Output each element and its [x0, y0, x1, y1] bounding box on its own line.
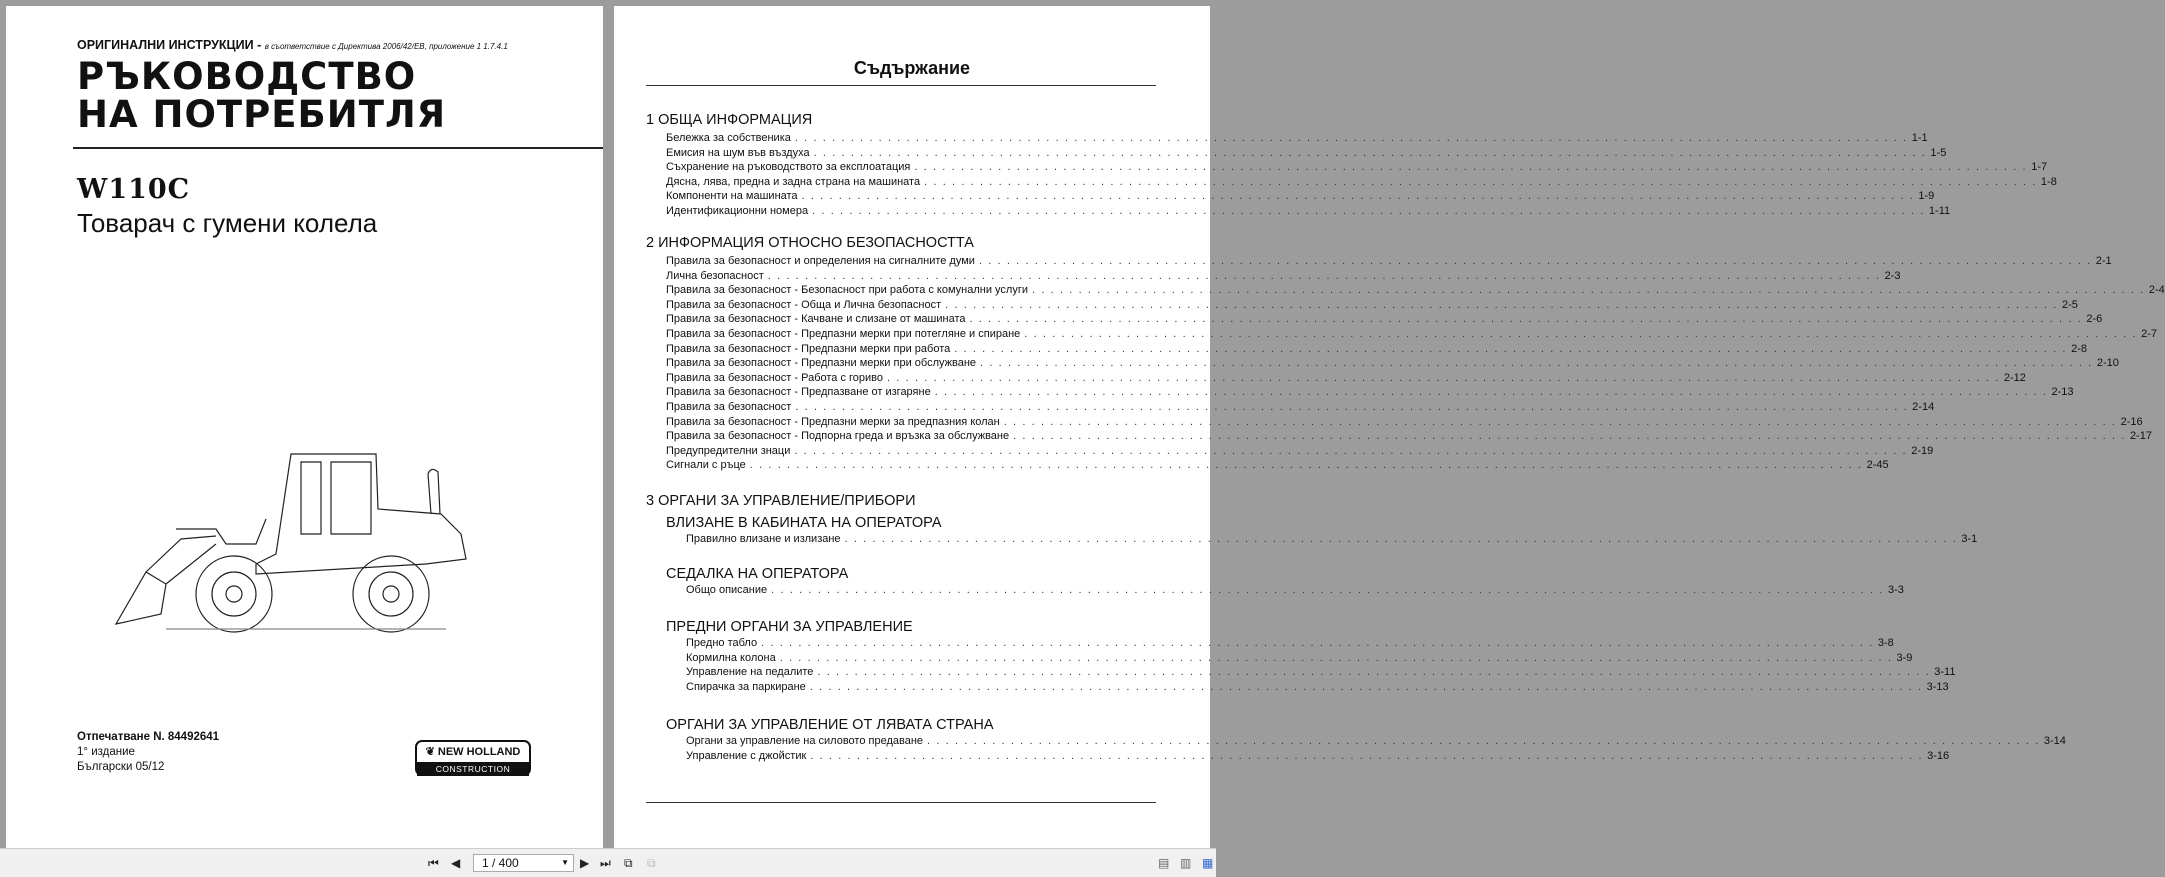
toc-entry-label: Правила за безопасност - Предпазни мерки при работа: [666, 342, 951, 355]
extract-page-icon[interactable]: ⧉: [624, 856, 633, 870]
two-page-view-icon[interactable]: ▦: [1202, 856, 1214, 870]
toc-entry-page: 3-1: [1961, 533, 1978, 545]
toc-entry-page: 1-5: [1930, 146, 1947, 159]
page-number-input[interactable]: [473, 854, 574, 872]
toc-section-heading: 1 ОБЩА ИНФОРМАЦИЯ: [646, 112, 813, 128]
toc-entry[interactable]: [666, 160, 2048, 175]
toc-entry-page: 3-13: [1926, 680, 1949, 693]
toc-entry-page: 2-16: [2120, 415, 2143, 428]
cover-page: [6, 6, 603, 848]
page-display: 1 / 400: [482, 856, 519, 870]
toc-subsection-heading: ВЛИЗАНЕ В КАБИНАТА НА ОПЕРАТОРА: [666, 515, 942, 531]
toc-entry[interactable]: [686, 734, 2066, 749]
toc-entry-page: 2-14: [1912, 401, 1935, 413]
toc-page: [614, 6, 2165, 848]
toc-entry-label: Правила за безопасност - Качване и слизане от машината: [666, 313, 966, 326]
new-holland-logo: [415, 740, 531, 776]
toc-top-rule: [646, 85, 1156, 86]
toc-entry-page: 3-14: [2043, 735, 2066, 747]
language-date: Български 05/12: [77, 761, 165, 773]
dot-leader: . . . . . . . . . . . . . . . . . . . . . . . . . . . . . . . . . . . . . . . . . . . . . . . . . . . . . . . . . . . . . . . . . . . . . . . . . . . . . . . . . . . . . . . . . . . . . . . . . . . . . . . . . . . . . . . . . . . . . . . .: [795, 401, 1909, 413]
toc-entry[interactable]: [686, 651, 1913, 666]
dot-leader: . . . . . . . . . . . . . . . . . . . . . . . . . . . . . . . . . . . . . . . . . . . . . . . . . . . . . . . . . . . . . . . . . . . . . . . . . . . . . . . . . . . . . . . . . . . . . . . . . . . . . . . . . . . . . . . . . . . . . . . .: [794, 444, 1908, 457]
dot-leader: . . . . . . . . . . . . . . . . . . . . . . . . . . . . . . . . . . . . . . . . . . . . . . . . . . . . . . . . . . . . . . . . . . . . . . . . . . . . . . . . . . . . . . . . . . . . . . . . . . . . . . . . . . . . . . . . . . . . . . . .: [801, 190, 1915, 203]
toc-entry[interactable]: [666, 371, 2026, 386]
toc-entry-label: Правила за безопасност: [666, 401, 792, 413]
dot-leader: . . . . . . . . . . . . . . . . . . . . . . . . . . . . . . . . . . . . . . . . . . . . . . . . . . . . . . . . . . . . . . . . . . . . . . . . . . . . . . . . . . . . . . . . . . . . . . . . . . . . . . . . . . . . . . . . . . . . . . . .: [1003, 415, 2117, 428]
toc-entry[interactable]: [686, 636, 1894, 651]
cover-header: [77, 38, 508, 52]
toc-entry-label: Дясна, лява, предна и задна страна на машината: [666, 175, 921, 188]
dot-leader: . . . . . . . . . . . . . . . . . . . . . . . . . . . . . . . . . . . . . . . . . . . . . . . . . . . . . . . . . . . . . . . . . . . . . . . . . . . . . . . . . . . . . . . . . . . . . . . . . . . . . . . . . . . . . . . . . . . . . . . .: [810, 749, 1924, 762]
toc-entry[interactable]: [686, 749, 1950, 764]
dot-leader: . . . . . . . . . . . . . . . . . . . . . . . . . . . . . . . . . . . . . . . . . . . . . . . . . . . . . . . . . . . . . . . . . . . . . . . . . . . . . . . . . . . . . . . . . . . . . . . . . . . . . . . . . . . . . . . . . . . . . . . .: [980, 357, 2093, 370]
toc-entry[interactable]: [666, 356, 2119, 371]
toc-entry[interactable]: [666, 458, 1889, 473]
toc-entry[interactable]: [666, 415, 2143, 430]
toc-entry-label: Предупредителни знаци: [666, 444, 791, 457]
title-line-1: РЪКОВОДСТВО: [77, 55, 417, 98]
toc-entry-label: Съхранение на ръководството за експлоатация: [666, 161, 911, 174]
toc-bottom-rule: [646, 802, 1156, 803]
toc-entry-page: 2-45: [1866, 459, 1889, 472]
print-info: [77, 730, 219, 775]
toc-entry-page: 3-11: [1934, 666, 1956, 679]
dot-leader: . . . . . . . . . . . . . . . . . . . . . . . . . . . . . . . . . . . . . . . . . . . . . . . . . . . . . . . . . . . . . . . . . . . . . . . . . . . . . . . . . . . . . . . . . . . . . . . . . . . . . . . . . . . . . . . . . . . . . . . .: [1013, 430, 2126, 443]
toc-entry-label: Управление с джойстик: [686, 749, 807, 762]
dot-leader: . . . . . . . . . . . . . . . . . . . . . . . . . . . . . . . . . . . . . . . . . . . . . . . . . . . . . . . . . . . . . . . . . . . . . . . . . . . . . . . . . . . . . . . . . . . . . . . . . . . . . . . . . . . . . . . . . . . . . . . .: [978, 255, 2092, 267]
toc-entry-page: 3-8: [1877, 637, 1894, 649]
toc-entry-label: Спирачка за паркиране: [686, 680, 806, 693]
toc-entry-page: 2-4: [2148, 284, 2165, 297]
dot-leader: . . . . . . . . . . . . . . . . . . . . . . . . . . . . . . . . . . . . . . . . . . . . . . . . . . . . . . . . . . . . . . . . . . . . . . . . . . . . . . . . . . . . . . . . . . . . . . . . . . . . . . . . . . . . . . . . . . . . . . . .: [761, 637, 1874, 649]
print-number: Отпечатване N. 84492641: [77, 731, 220, 743]
toc-entry[interactable]: [666, 131, 1928, 146]
toc-entry-page: 2-1: [2095, 255, 2112, 267]
chevron-down-icon[interactable]: ▼: [561, 858, 569, 867]
dot-leader: . . . . . . . . . . . . . . . . . . . . . . . . . . . . . . . . . . . . . . . . . . . . . . . . . . . . . . . . . . . . . . . . . . . . . . . . . . . . . . . . . . . . . . . . . . . . . . . . . . . . . . . . . . . . . . . . . . . . . . . .: [812, 205, 1925, 217]
next-page-button[interactable]: ▶: [580, 856, 590, 870]
toc-entry[interactable]: [666, 189, 1935, 204]
toc-entry-label: Правилно влизане и излизане: [686, 533, 841, 545]
toc-entry-page: 1-7: [2031, 161, 2048, 174]
toc-entry[interactable]: [686, 583, 1904, 598]
toc-entry-label: Идентификационни номера: [666, 205, 809, 217]
toc-entry[interactable]: [666, 175, 2057, 190]
cover-subtitle: Товарач с гумени колела: [77, 208, 378, 238]
first-page-button[interactable]: ⏮: [428, 856, 439, 870]
last-page-button[interactable]: ⏭: [600, 856, 611, 870]
logo-top-text: NEW HOLLAND: [437, 746, 521, 758]
toc-section-heading: 2 ИНФОРМАЦИЯ ОТНОСНО БЕЗОПАСНОСТТА: [646, 235, 974, 251]
dot-leader: . . . . . . . . . . . . . . . . . . . . . . . . . . . . . . . . . . . . . . . . . . . . . . . . . . . . . . . . . . . . . . . . . . . . . . . . . . . . . . . . . . . . . . . . . . . . . . . . . . . . . . . . . . . . . . . . . . . . . . . .: [767, 269, 1881, 282]
toc-entry-label: Правила за безопасност - Обща и Лична безопасност: [666, 298, 942, 311]
toc-entry-page: 1-9: [1918, 190, 1935, 203]
copy-page-icon[interactable]: ⧉: [647, 856, 656, 870]
dot-leader: . . . . . . . . . . . . . . . . . . . . . . . . . . . . . . . . . . . . . . . . . . . . . . . . . . . . . . . . . . . . . . . . . . . . . . . . . . . . . . . . . . . . . . . . . . . . . . . . . . . . . . . . . . . . . . . . . . . . . . . .: [954, 342, 2068, 355]
toc-entry-page: 2-19: [1911, 444, 1934, 457]
toc-entry-label: Правила за безопасност - Предпазни мерки при потегляне и спиране: [666, 328, 1021, 340]
dot-leader: . . . . . . . . . . . . . . . . . . . . . . . . . . . . . . . . . . . . . . . . . . . . . . . . . . . . . . . . . . . . . . . . . . . . . . . . . . . . . . . . . . . . . . . . . . . . . . . . . . . . . . . . . . . . . . . . . . . . . . . .: [934, 386, 2048, 399]
toc-entry-page: 3-16: [1927, 749, 1950, 762]
toc-entry-page: 2-13: [2051, 386, 2074, 399]
wheel-loader-illustration: [106, 444, 476, 634]
toc-entry-page: 2-6: [2086, 313, 2103, 326]
dot-leader: . . . . . . . . . . . . . . . . . . . . . . . . . . . . . . . . . . . . . . . . . . . . . . . . . . . . . . . . . . . . . . . . . . . . . . . . . . . . . . . . . . . . . . . . . . . . . . . . . . . . . . . . . . . . . . . . . . . . . . . .: [817, 666, 1931, 679]
logo-leaf-icon: ❦: [425, 746, 438, 758]
dot-leader: . . . . . . . . . . . . . . . . . . . . . . . . . . . . . . . . . . . . . . . . . . . . . . . . . . . . . . . . . . . . . . . . . . . . . . . . . . . . . . . . . . . . . . . . . . . . . . . . . . . . . . . . . . . . . . . . . . . . . . . .: [771, 584, 1884, 596]
toc-entry[interactable]: [666, 298, 2078, 313]
toc-entry-page: 3-9: [1896, 651, 1913, 664]
toc-entry-page: 2-5: [2061, 298, 2078, 311]
toc-entry[interactable]: [666, 385, 2074, 400]
toc-entry-page: 2-8: [2071, 342, 2087, 355]
dot-leader: . . . . . . . . . . . . . . . . . . . . . . . . . . . . . . . . . . . . . . . . . . . . . . . . . . . . . . . . . . . . . . . . . . . . . . . . . . . . . . . . . . . . . . . . . . . . . . . . . . . . . . . . . . . . . . . . . . . . . . . .: [749, 459, 1863, 472]
viewer-toolbar: [0, 848, 1216, 877]
dot-leader: . . . . . . . . . . . . . . . . . . . . . . . . . . . . . . . . . . . . . . . . . . . . . . . . . . . . . . . . . . . . . . . . . . . . . . . . . . . . . . . . . . . . . . . . . . . . . . . . . . . . . . . . . . . . . . . . . . . . . . . .: [794, 132, 1908, 144]
model-name: W110C: [77, 174, 191, 205]
dot-leader: . . . . . . . . . . . . . . . . . . . . . . . . . . . . . . . . . . . . . . . . . . . . . . . . . . . . . . . . . . . . . . . . . . . . . . . . . . . . . . . . . . . . . . . . . . . . . . . . . . . . . . . . . . . . . . . . . . . . . . . .: [969, 313, 2083, 326]
toc-entry-label: Бележка за собственика: [666, 132, 791, 144]
toc-entry[interactable]: [686, 665, 1956, 680]
toc-entry-label: Правила за безопасност - Предпазни мерки за предпазния колан: [666, 415, 1000, 428]
toc-entry-page: 1-8: [2040, 175, 2057, 188]
toc-entry-label: Правила за безопасност - Предпазване от изгаряне: [666, 386, 931, 399]
title-line-2: НА ПОТРЕБИТЛЯ: [77, 93, 447, 136]
toc-entry-label: Предно табло: [686, 637, 758, 649]
dot-leader: . . . . . . . . . . . . . . . . . . . . . . . . . . . . . . . . . . . . . . . . . . . . . . . . . . . . . . . . . . . . . . . . . . . . . . . . . . . . . . . . . . . . . . . . . . . . . . . . . . . . . . . . . . . . . . . . . . . . . . . .: [1024, 328, 2138, 340]
header-italic: в съответствие с Директива 2006/42/ЕВ, приложение 1 1.7.4.1: [264, 42, 508, 51]
toc-entry[interactable]: [686, 680, 1949, 695]
toc-entry-label: Емисия на шум във въздуха: [666, 146, 810, 159]
toc-entry-label: Кормилна колона: [686, 651, 776, 664]
toc-entry-label: Правила за безопасност - Работа с гориво: [666, 371, 884, 384]
dot-leader: . . . . . . . . . . . . . . . . . . . . . . . . . . . . . . . . . . . . . . . . . . . . . . . . . . . . . . . . . . . . . . . . . . . . . . . . . . . . . . . . . . . . . . . . . . . . . . . . . . . . . . . . . . . . . . . . . . . . . . . .: [779, 651, 1893, 664]
toc-entry[interactable]: [666, 327, 2158, 342]
toc-entry[interactable]: [666, 269, 1901, 284]
toc-subsection-heading: ОРГАНИ ЗА УПРАВЛЕНИЕ ОТ ЛЯВАТА СТРАНА: [666, 717, 994, 733]
toc-entry-label: Сигнали с ръце: [666, 459, 746, 472]
toc-entry[interactable]: [666, 204, 1951, 219]
toc-title: Съдържание: [853, 58, 971, 78]
toc-entry-page: 2-17: [2129, 430, 2152, 443]
dot-leader: . . . . . . . . . . . . . . . . . . . . . . . . . . . . . . . . . . . . . . . . . . . . . . . . . . . . . . . . . . . . . . . . . . . . . . . . . . . . . . . . . . . . . . . . . . . . . . . . . . . . . . . . . . . . . . . . . . . . . . . .: [809, 680, 1923, 693]
toc-entry-label: Лична безопасност: [666, 269, 764, 282]
toc-entry-page: 2-12: [2003, 371, 2026, 384]
dot-leader: . . . . . . . . . . . . . . . . . . . . . . . . . . . . . . . . . . . . . . . . . . . . . . . . . . . . . . . . . . . . . . . . . . . . . . . . . . . . . . . . . . . . . . . . . . . . . . . . . . . . . . . . . . . . . . . . . . . . . . . .: [887, 371, 2000, 384]
toc-entry-page: 3-3: [1887, 584, 1904, 596]
toc-entry[interactable]: [666, 444, 1934, 459]
toc-entry-label: Правила за безопасност и определения на сигналните думи: [666, 255, 975, 267]
toc-entry-label: Правила за безопасност - Предпазни мерки при обслужване: [666, 357, 977, 370]
toc-entry-label: Правила за безопасност - Безопасност при работа с комунални услуги: [666, 284, 1029, 297]
toc-entry-page: 2-10: [2096, 357, 2119, 370]
dot-leader: . . . . . . . . . . . . . . . . . . . . . . . . . . . . . . . . . . . . . . . . . . . . . . . . . . . . . . . . . . . . . . . . . . . . . . . . . . . . . . . . . . . . . . . . . . . . . . . . . . . . . . . . . . . . . . . . . . . . . . . .: [1032, 284, 2145, 297]
dot-leader: . . . . . . . . . . . . . . . . . . . . . . . . . . . . . . . . . . . . . . . . . . . . . . . . . . . . . . . . . . . . . . . . . . . . . . . . . . . . . . . . . . . . . . . . . . . . . . . . . . . . . . . . . . . . . . . . . . . . . . . .: [927, 735, 2040, 747]
toc-entry-page: 2-7: [2141, 328, 2158, 340]
dot-leader: . . . . . . . . . . . . . . . . . . . . . . . . . . . . . . . . . . . . . . . . . . . . . . . . . . . . . . . . . . . . . . . . . . . . . . . . . . . . . . . . . . . . . . . . . . . . . . . . . . . . . . . . . . . . . . . . . . . . . . . .: [844, 533, 1958, 545]
toc-section-heading: 3 ОРГАНИ ЗА УПРАВЛЕНИЕ/ПРИБОРИ: [646, 493, 916, 509]
dot-leader: . . . . . . . . . . . . . . . . . . . . . . . . . . . . . . . . . . . . . . . . . . . . . . . . . . . . . . . . . . . . . . . . . . . . . . . . . . . . . . . . . . . . . . . . . . . . . . . . . . . . . . . . . . . . . . . . . . . . . . . .: [813, 146, 1927, 159]
toc-entry-label: Правила за безопасност - Подпорна греда и връзка за обслужване: [666, 430, 1010, 443]
toc-subsection-heading: ПРЕДНИ ОРГАНИ ЗА УПРАВЛЕНИЕ: [666, 619, 913, 635]
edition: 1° издание: [77, 746, 135, 758]
single-page-view-icon[interactable]: ▤: [1158, 856, 1170, 870]
toc-entry-page: 1-11: [1928, 205, 1951, 217]
divider: [73, 147, 603, 149]
toc-entry-label: Управление на педалите: [686, 666, 814, 679]
toc-entry-page: 2-3: [1884, 269, 1901, 282]
toc-entry[interactable]: [666, 400, 1935, 415]
toc-entry[interactable]: [666, 342, 2087, 357]
logo-bottom-text: CONSTRUCTION: [417, 762, 529, 776]
toc-entry-page: 1-1: [1911, 132, 1928, 144]
toc-entry[interactable]: [666, 312, 2103, 327]
toc-entry-label: Общо описание: [686, 584, 768, 596]
toc-entry[interactable]: [666, 283, 2165, 298]
prev-page-button[interactable]: ◀: [451, 856, 461, 870]
continuous-view-icon[interactable]: ▥: [1180, 856, 1192, 870]
toc-subsection-heading: СЕДАЛКА НА ОПЕРАТОРА: [666, 566, 849, 582]
dot-leader: . . . . . . . . . . . . . . . . . . . . . . . . . . . . . . . . . . . . . . . . . . . . . . . . . . . . . . . . . . . . . . . . . . . . . . . . . . . . . . . . . . . . . . . . . . . . . . . . . . . . . . . . . . . . . . . . . . . . . . . .: [924, 175, 2037, 188]
toc-entry[interactable]: [666, 254, 2112, 269]
toc-entry[interactable]: [666, 146, 1947, 161]
header-bold: ОРИГИНАЛНИ ИНСТРУКЦИИ -: [77, 38, 262, 52]
dot-leader: . . . . . . . . . . . . . . . . . . . . . . . . . . . . . . . . . . . . . . . . . . . . . . . . . . . . . . . . . . . . . . . . . . . . . . . . . . . . . . . . . . . . . . . . . . . . . . . . . . . . . . . . . . . . . . . . . . . . . . . .: [914, 161, 2028, 174]
dot-leader: . . . . . . . . . . . . . . . . . . . . . . . . . . . . . . . . . . . . . . . . . . . . . . . . . . . . . . . . . . . . . . . . . . . . . . . . . . . . . . . . . . . . . . . . . . . . . . . . . . . . . . . . . . . . . . . . . . . . . . . .: [945, 298, 2058, 311]
cover-title: [77, 55, 447, 136]
toc-entry[interactable]: [666, 429, 2152, 444]
toc-entry[interactable]: [686, 532, 1978, 547]
toc-entry-label: Органи за управление на силовото предаване: [686, 735, 924, 747]
toc-entry-label: Компоненти на машината: [666, 190, 798, 203]
